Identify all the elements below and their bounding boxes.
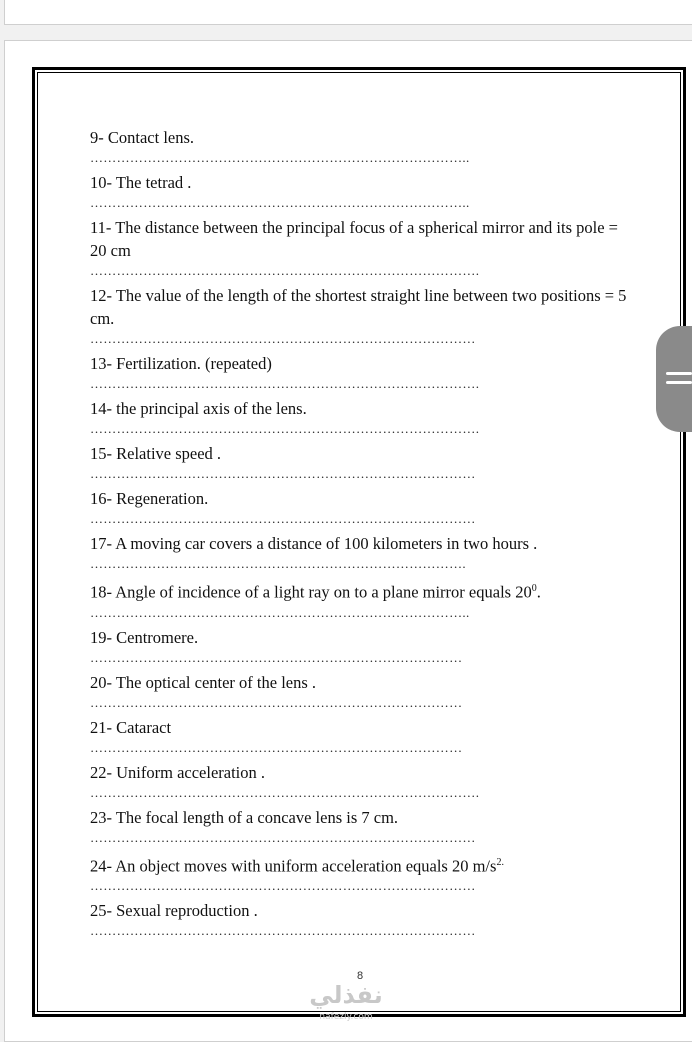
question-item (90, 442, 632, 487)
answer-line[interactable]: …………………………………………………………………………… (90, 923, 476, 938)
question-label: 12- The value of the length of the shortest straight line between two positions = 5 cm. (90, 286, 627, 328)
answer-line[interactable]: ………………………………………………………………………….. (90, 195, 470, 210)
question-text (90, 442, 632, 465)
watermark-logo: نفذلي (309, 981, 383, 1009)
previous-page-edge (4, 0, 692, 25)
question-text (90, 126, 632, 149)
question-text (90, 216, 632, 262)
question-item (90, 126, 632, 171)
question-text (90, 577, 632, 604)
superscript: 0 (531, 583, 537, 594)
question-label: 22- Uniform acceleration . (90, 762, 266, 782)
answer-line[interactable]: ………………………………………………………………………… (90, 649, 463, 665)
question-label: 10- The tetrad . (90, 173, 192, 192)
question-item (90, 352, 632, 397)
answer-line[interactable]: …………………………………………………………………………… (90, 878, 476, 893)
question-label: 9- Contact lens. (90, 128, 195, 147)
question-label: 16- Regeneration. (90, 489, 209, 508)
question-text (90, 806, 632, 829)
question-label: 14- the principal axis of the lens. (90, 399, 307, 418)
question-text (90, 352, 632, 375)
handle-line (666, 372, 692, 375)
question-item (90, 899, 632, 944)
question-text (90, 716, 632, 739)
question-item (90, 806, 632, 851)
question-text (90, 284, 632, 330)
answer-line[interactable]: …………………………………………………………………………… (90, 331, 476, 346)
question-label: 20- The optical center of the lens . (90, 672, 317, 692)
answer-line[interactable]: ……………………………………………………………………………. (90, 421, 480, 436)
answer-line[interactable]: ……………………………………………………………………………. (90, 263, 480, 278)
question-item (90, 671, 632, 716)
question-label: 15- Relative speed . (90, 444, 222, 463)
question-item (90, 487, 632, 532)
question-label: 24- An object moves with uniform acceleration equals 20 m/s (90, 856, 497, 875)
superscript: 2. (496, 856, 504, 868)
question-label: 11- The distance between the principal focus of a spherical mirror and its pole = 20 cm (90, 218, 618, 260)
answer-line[interactable]: ………………………………………………………………………….. (90, 604, 470, 620)
question-item (90, 851, 632, 900)
question-label: 13- Fertilization. (repeated) (90, 354, 272, 373)
question-item (90, 216, 632, 284)
question-text (90, 851, 632, 878)
question-item (90, 577, 632, 626)
question-item (90, 761, 632, 806)
question-item (90, 397, 632, 442)
answer-line[interactable]: …………………………………………………………………………… (90, 466, 476, 481)
answer-line[interactable]: ………………………………………………………………………… (90, 739, 463, 755)
sidebar-handle-icon[interactable] (656, 326, 692, 432)
answer-line[interactable]: ………………………………………………………………………….. (90, 150, 470, 165)
question-label: 21- Cataract (90, 717, 172, 737)
question-label: 23- The focal length of a concave lens is 7 cm. (90, 807, 399, 827)
question-item (90, 171, 632, 216)
question-item (90, 626, 632, 671)
answer-line[interactable]: …………………………………………………………………………. (90, 556, 466, 571)
question-list (90, 126, 632, 944)
question-text (90, 671, 632, 694)
question-text (90, 487, 632, 510)
question-label: 17- A moving car covers a distance of 100 kilometers in two hours . (90, 534, 538, 553)
handle-line (666, 381, 692, 384)
answer-line[interactable]: …………………………………………………………………………… (90, 829, 476, 845)
question-label: 25- Sexual reproduction . (90, 901, 258, 920)
answer-line[interactable]: ……………………………………………………………………………. (90, 376, 480, 391)
answer-line[interactable]: …………………………………………………………………………… (90, 511, 476, 526)
question-label: 18- Angle of incidence of a light ray on to a plane mirror equals 20 (90, 582, 532, 602)
question-label: 19- Centromere. (90, 627, 199, 647)
question-text (90, 626, 632, 649)
question-item (90, 532, 632, 577)
answer-line[interactable]: ……………………………………………………………………………. (90, 784, 480, 800)
question-text (90, 532, 632, 555)
question-text (90, 397, 632, 420)
page-number: 8 (356, 970, 364, 982)
question-text (90, 899, 632, 922)
question-item (90, 716, 632, 761)
watermark-url: nafezly.com (319, 1012, 373, 1022)
question-tail: . (536, 582, 541, 602)
question-item (90, 284, 632, 352)
question-text (90, 761, 632, 784)
question-text (90, 171, 632, 194)
answer-line[interactable]: ………………………………………………………………………… (90, 694, 463, 710)
